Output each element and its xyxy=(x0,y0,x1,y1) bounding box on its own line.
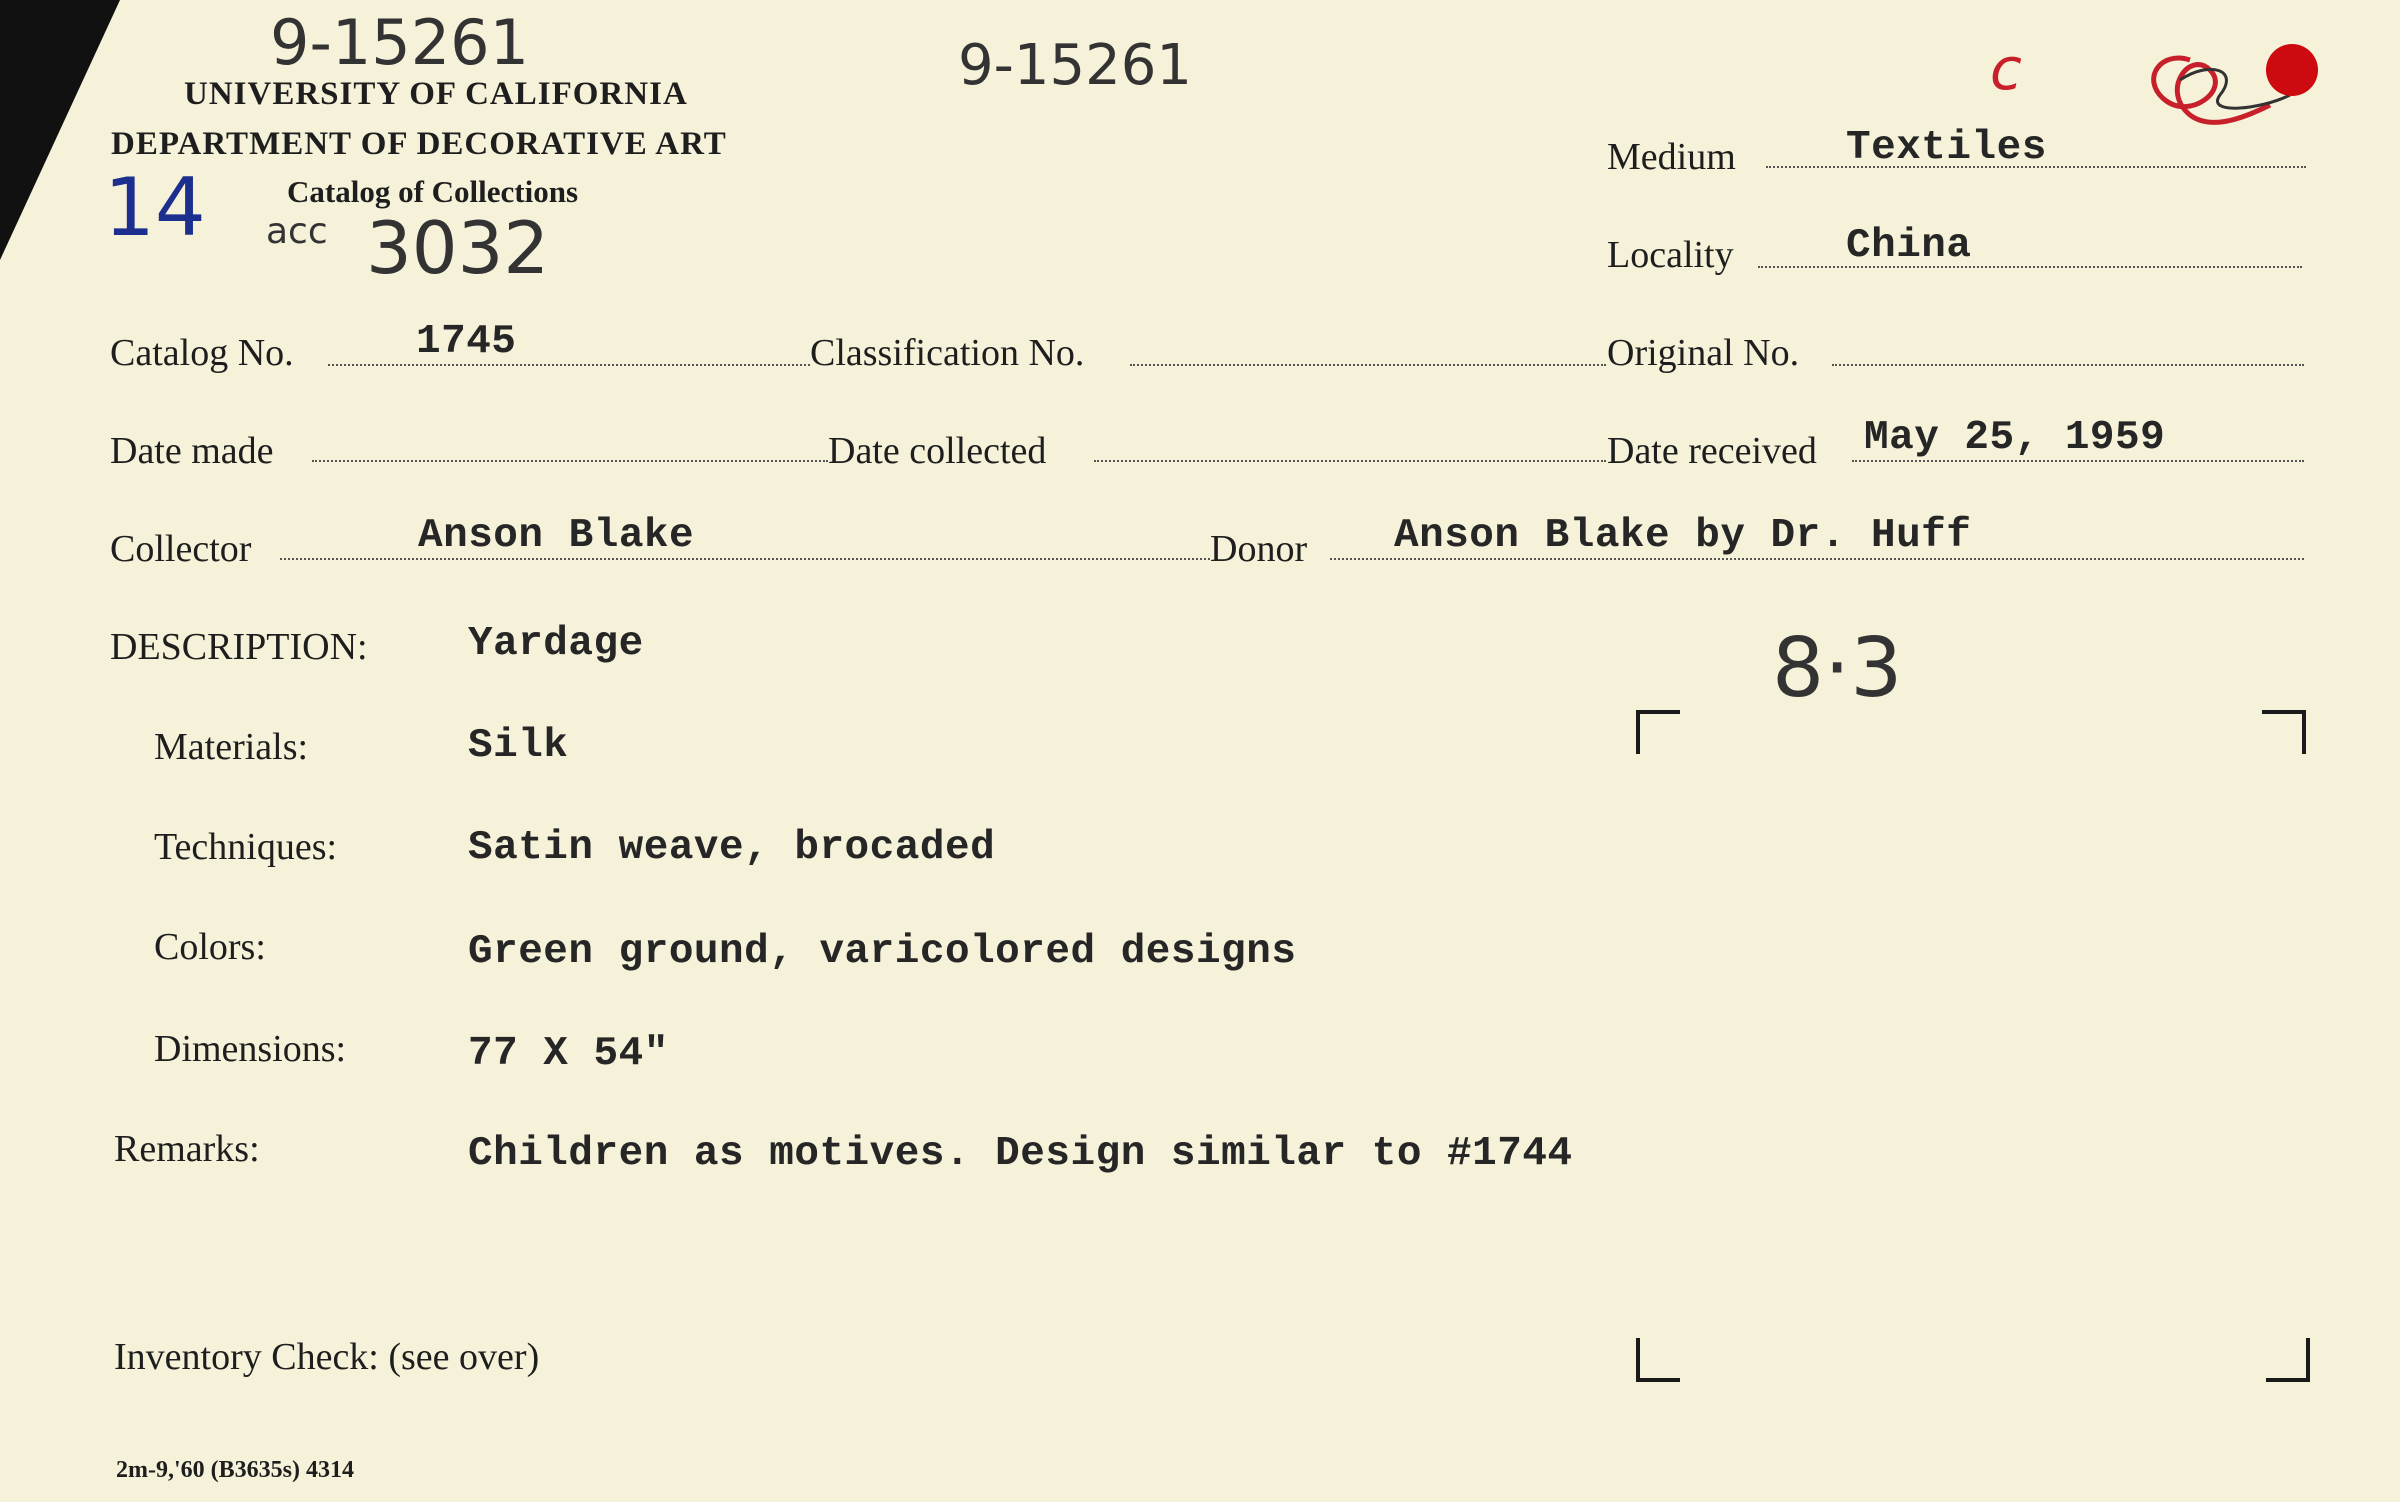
bracket-bottom-right xyxy=(2266,1338,2310,1382)
date-made-line xyxy=(312,460,828,462)
dimensions-value: 77 X 54" xyxy=(468,1031,669,1077)
classification-no-label: Classification No. xyxy=(810,332,1085,374)
materials-label: Materials: xyxy=(154,726,309,768)
date-received-value: May 25, 1959 xyxy=(1864,415,2166,461)
medium-value: Textiles xyxy=(1846,125,2047,171)
colors-value: Green ground, varicolored designs xyxy=(468,929,1297,975)
original-no-line xyxy=(1832,364,2304,366)
catalog-no-label: Catalog No. xyxy=(110,332,294,374)
print-code: 2m-9,'60 (B3635s) 4314 xyxy=(116,1457,354,1483)
medium-label: Medium xyxy=(1607,136,1736,178)
remarks-label: Remarks: xyxy=(114,1128,260,1170)
date-made-label: Date made xyxy=(110,430,274,472)
locality-line xyxy=(1758,266,2302,268)
date-received-label: Date received xyxy=(1607,430,1817,472)
handwritten-number-14: 14 xyxy=(104,161,206,254)
date-collected-line xyxy=(1094,460,1606,462)
techniques-value: Satin weave, brocaded xyxy=(468,825,996,871)
collector-value: Anson Blake xyxy=(418,513,695,559)
card-corner-shadow xyxy=(0,0,120,260)
collector-label: Collector xyxy=(110,528,252,570)
donor-label: Donor xyxy=(1210,528,1308,570)
handwritten-number-top-left: 9-15261 xyxy=(270,6,530,79)
bracket-top-right xyxy=(2262,710,2306,754)
header-subtitle: Catalog of Collections xyxy=(287,174,579,209)
remarks-value: Children as motives. Design similar to #1744 xyxy=(468,1131,1573,1177)
locality-value: China xyxy=(1846,223,1972,269)
header-university: UNIVERSITY OF CALIFORNIA xyxy=(184,76,688,112)
bracket-bottom-left xyxy=(1636,1338,1680,1382)
dimensions-label: Dimensions: xyxy=(154,1028,347,1070)
inventory-check: Inventory Check: (see over) xyxy=(114,1336,540,1378)
locality-label: Locality xyxy=(1607,234,1734,276)
materials-value: Silk xyxy=(468,723,569,769)
handwritten-location-code: 8·3 xyxy=(1772,621,1903,716)
classification-no-line xyxy=(1130,364,1606,366)
catalog-no-value: 1745 xyxy=(416,319,517,365)
red-seal-mark xyxy=(2120,20,2350,140)
colors-label: Colors: xyxy=(154,926,266,968)
header-department: DEPARTMENT OF DECORATIVE ART xyxy=(111,126,727,162)
date-collected-label: Date collected xyxy=(828,430,1047,472)
description-value: Yardage xyxy=(468,621,644,667)
bracket-top-left xyxy=(1636,710,1680,754)
catalog-no-line xyxy=(328,364,810,366)
techniques-label: Techniques: xyxy=(154,826,338,868)
handwritten-acc-prefix: acc xyxy=(266,211,328,252)
handwritten-mark-c: c xyxy=(1990,35,2022,103)
handwritten-acc-number: 3032 xyxy=(366,206,550,290)
handwritten-number-top-center: 9-15261 xyxy=(958,33,1192,98)
original-no-label: Original No. xyxy=(1607,332,1800,374)
donor-value: Anson Blake by Dr. Huff xyxy=(1394,513,1972,559)
description-label: DESCRIPTION: xyxy=(110,626,368,668)
